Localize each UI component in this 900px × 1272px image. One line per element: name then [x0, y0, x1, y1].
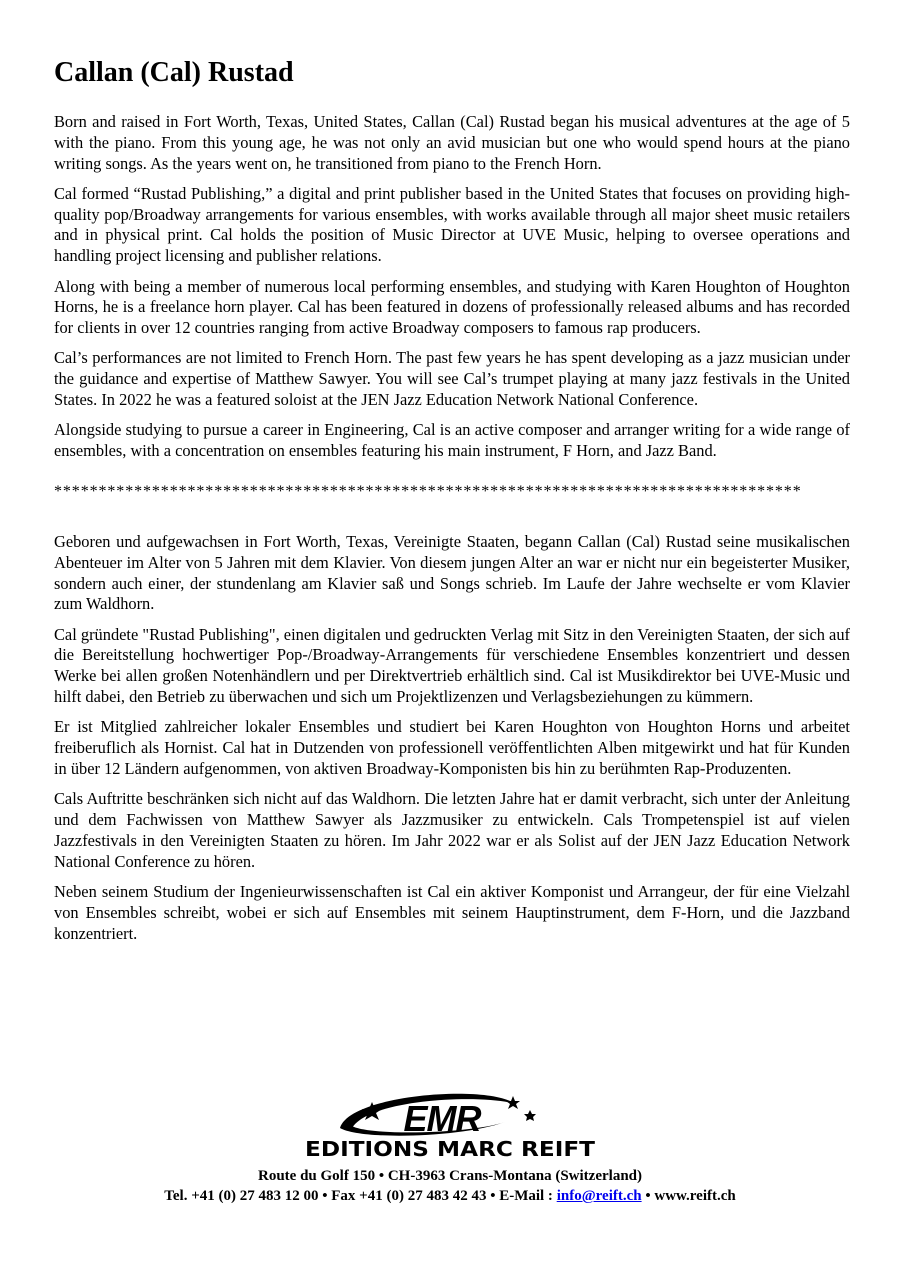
publisher-footer — [0, 1082, 900, 1206]
logo-text: EDITIONS MARC REIFT — [305, 1137, 596, 1160]
german-paragraph-2: Cal gründete "Rustad Publishing", einen digitalen und gedruckten Verlag mit Sitz in den Vereinigten Staaten, der sich auf die Bereitstellung hochwertiger Pop-/Broadway-Arrangements für verschiedene Ensembles konzentriert und dessen Werke bei allen großen Notenhändlern und per Direktvertrieb erhältlich sind. Cal ist Musikdirektor bei UVE-Music und hilft dabei, den Betrieb zu überwachen und sich um Projektlizenzen und Verlagsbeziehungen zu kümmern. — [54, 624, 850, 707]
english-paragraph-1: Born and raised in Fort Worth, Texas, United States, Callan (Cal) Rustad began his musical adventures at the age of 5 with the piano. From this young age, he was not only an avid musician but one who would spend hours at the piano writing songs. As the years went on, he transitioned from piano to the French Horn. — [54, 112, 850, 173]
german-paragraph-3: Er ist Mitglied zahlreicher lokaler Ensembles und studiert bei Karen Houghton von Houghton Horns und arbeitet freiberuflich als Hornist. Cal hat in Dutzenden von professionell veröffentlichten Alben mitgewirkt und hat für Kunden in über 12 Ländern aufgenommen, von aktiven Broadway-Komponisten bis hin zu berühmten Rap-Produzenten. — [54, 717, 850, 778]
page-title: Callan (Cal) Rustad — [54, 57, 294, 88]
email-link[interactable]: info@reift.ch — [556, 1188, 642, 1204]
german-section — [54, 532, 850, 944]
german-paragraph-1: Geboren und aufgewachsen in Fort Worth, Texas, Vereinigte Staaten, begann Callan (Cal) Rustad seine musikalischen Abenteuer im Alter von 5 Jahren mit dem Klavier. Von diesem jungen Alter an war er nicht nur ein begeisterter Musiker, sondern auch einer, der stundenlang am Klavier saß und Songs schrieb. Im Laufe der Jahre wechselte er vom Klavier zum Waldhorn. — [54, 531, 850, 614]
english-paragraph-5: Alongside studying to pursue a career in Engineering, Cal is an active composer and arranger writing for a wide range of ensembles, with a concentration on ensembles featuring his main instrument, F Horn, and Jazz Band. — [54, 420, 850, 461]
english-paragraph-3: Along with being a member of numerous local performing ensembles, and studying with Karen Houghton of Houghton Horns, he is a freelance horn player. Cal has been featured in dozens of professionally released albums and has recorded for clients in over 12 countries ranging from active Broadway composers to famous rap producers. — [54, 276, 850, 338]
contact-website: • www.reift.ch — [641, 1188, 736, 1204]
german-paragraph-4: Cals Auftritte beschränken sich nicht auf das Waldhorn. Die letzten Jahre hat er damit verbracht, sich unter der Anleitung und dem Fachwissen von Matthew Sawyer als Jazzmusiker zu entwickeln. Cals Trompetenspiel ist auf vielen Jazzfestivals in den Vereinigten Staaten zu hören. Im Jahr 2022 war er als Solist auf der JEN Jazz Education Network National Conference zu hören. — [54, 789, 850, 871]
english-paragraph-2: Cal formed “Rustad Publishing,” a digital and print publisher based in the United States that focuses on providing high-quality pop/Broadway arrangements for various ensembles, with works available through all major sheet music retailers and in physical print. Cal holds the position of Music Director at UVE Music, helping to oversee operations and handling project licensing and publisher relations. — [54, 183, 850, 266]
logo-mark: EMR — [403, 1098, 481, 1139]
publisher-contact — [0, 1186, 900, 1206]
emr-logo — [300, 1082, 600, 1160]
english-paragraph-4: Cal’s performances are not limited to French Horn. The past few years he has spent developing as a jazz musician under the guidance and expertise of Matthew Sawyer. You will see Cal’s trumpet playing at many jazz festivals in the United States. In 2022 he was a featured soloist at the JEN Jazz Education Network National Conference. — [54, 348, 850, 410]
contact-phone-fax: Tel. +41 (0) 27 483 12 00 • Fax +41 (0) 27 483 42 43 • E-Mail : — [164, 1188, 557, 1204]
section-separator: ************************************************************************************ — [54, 482, 802, 500]
english-section — [54, 112, 850, 462]
document-page — [54, 50, 850, 954]
german-paragraph-5: Neben seinem Studium der Ingenieurwissenschaften ist Cal ein aktiver Komponist und Arrangeur, der für eine Vielzahl von Ensembles schreibt, wobei er sich auf Ensembles mit seinem Hauptinstrument, dem F-Horn, und die Jazzband konzentriert. — [54, 881, 850, 943]
publisher-address: Route du Golf 150 • CH-3963 Crans-Montana (Switzerland) — [258, 1168, 642, 1184]
